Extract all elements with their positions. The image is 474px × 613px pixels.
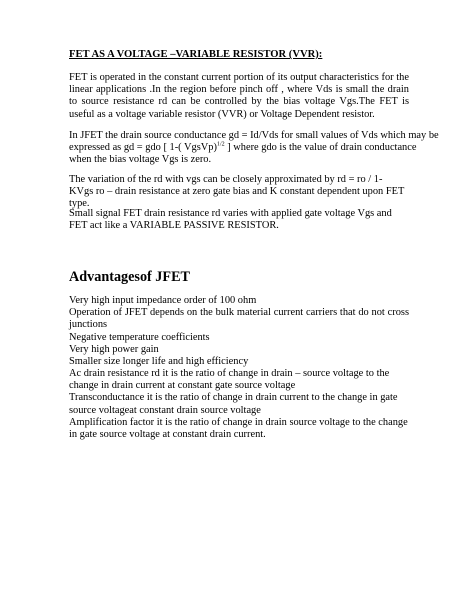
paragraph-conductance — [69, 130, 439, 167]
formula-exponent: 1/2 — [216, 141, 225, 148]
paragraph-rd-variation: The variation of the rd with vgs can be closely approximated by rd = ro / 1- KVgs ro – drain resistance at zero gate bias and K constant dependent upon FET type. — [69, 174, 405, 210]
paragraph-vvr-intro: FET is operated in the constant current portion of its output characteristics for the linear applications .In the region before pinch off , where Vds is small the drain to source resistance rd can be controlled by the bias voltage Vgs.The FET is useful as a voltage variable resistor (VVR) or Voltage Dependent resistor. — [69, 72, 409, 120]
list-item: Smaller size longer life and high efficiency — [69, 356, 249, 368]
list-item: Very high power gain — [69, 343, 159, 355]
list-item: Very high input impedance order of 100 ohm — [69, 295, 257, 306]
definition-ac-drain-resistance: Ac drain resistance rd it is the ratio of change in drain – source voltage to the change in drain current at constant gate source voltage — [69, 368, 390, 392]
section-title: FET AS A VOLTAGE –VARIABLE RESISTOR (VVR): — [69, 49, 323, 60]
paragraph-small-signal: Small signal FET drain resistance rd varies with applied gate voltage Vgs and FET act like a VARIABLE PASSIVE RESISTOR. — [69, 208, 392, 232]
formula-tail: ] where gdo is the value of drain conductance — [224, 142, 417, 154]
list-item: Negative temperature coefficients — [69, 331, 210, 343]
definition-transconductance: Transconductance it is the ratio of change in drain current to the change in gate source voltageat constant drain source voltage — [69, 392, 398, 416]
formula-text: expressed as gd = gdo [ 1-( VgsVp) — [69, 142, 217, 154]
conductance-line-1: In JFET the drain source conductance gd = Id/Vds for small values of Vds which may be — [69, 130, 439, 141]
conductance-line-2 — [69, 141, 417, 154]
conductance-line-3: when the bias voltage Vgs is zero. — [69, 154, 212, 166]
advantages-title: Advantagesof JFET — [69, 269, 190, 285]
advantages-list — [69, 295, 409, 368]
list-item: Operation of JFET depends on the bulk material current carriers that do not cross junctions — [69, 307, 409, 331]
definition-amplification-factor: Amplification factor it is the ratio of change in drain source voltage to the change in gate source voltage at constant drain current. — [69, 416, 408, 441]
definitions-block — [69, 368, 409, 441]
